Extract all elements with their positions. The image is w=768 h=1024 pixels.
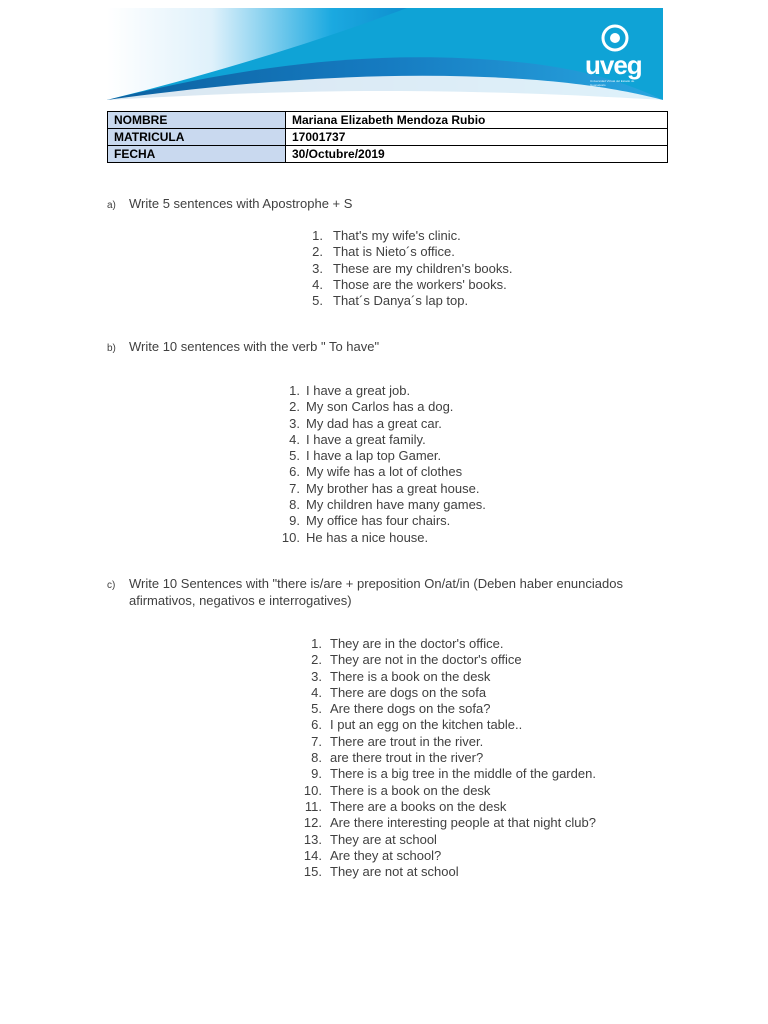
list-item xyxy=(302,701,596,717)
header-banner xyxy=(107,8,663,100)
list-item-text: Are there interesting people at that night club? xyxy=(330,815,596,831)
list-item-text: Those are the workers' books. xyxy=(333,276,507,292)
list-item xyxy=(302,766,596,782)
list-item xyxy=(302,669,596,685)
list-item xyxy=(302,636,596,652)
list-item-number: 2. xyxy=(289,399,300,415)
list-item-text: They are not in the doctor's office xyxy=(330,652,522,668)
list-item-text: He has a nice house. xyxy=(306,529,429,545)
list-item xyxy=(302,815,596,831)
section-c-prompt xyxy=(107,576,623,594)
section-prompt-text: Write 10 Sentences with "there is/are + preposition On/at/in (Deben haber enunciados xyxy=(129,576,623,591)
info-value: Mariana Elizabeth Mendoza Rubio xyxy=(286,112,668,129)
list-item xyxy=(302,799,596,815)
list-item-number: 13. xyxy=(303,831,322,847)
section-prompt-text: Write 10 sentences with the verb " To have" xyxy=(129,339,380,354)
list-item xyxy=(302,783,596,799)
info-label: NOMBRE xyxy=(108,112,286,129)
list-item-number: 4. xyxy=(311,684,322,700)
list-item xyxy=(305,244,513,260)
logo-text: uveg xyxy=(585,50,642,80)
list-item-number: 7. xyxy=(289,480,300,496)
list-item-number: 10. xyxy=(303,782,322,798)
list-item-text: They are in the doctor's office. xyxy=(330,636,504,651)
list-item-number: 9. xyxy=(289,513,300,529)
list-item-text: I have a great family. xyxy=(306,431,426,447)
list-item xyxy=(280,497,486,513)
list-item-number: 5. xyxy=(289,448,300,464)
list-item xyxy=(302,734,596,750)
list-item-number: 6. xyxy=(289,464,300,480)
list-item-number: 1. xyxy=(312,228,323,243)
list-item xyxy=(302,685,596,701)
list-item-text: My office has four chairs. xyxy=(306,513,451,529)
list-item-text: are there trout in the river? xyxy=(330,750,484,766)
list-item-text: That is Nieto´s office. xyxy=(333,244,455,260)
list-item xyxy=(305,293,513,309)
list-item xyxy=(302,652,596,668)
list-item xyxy=(302,864,596,880)
list-item-text: They are not at school xyxy=(330,864,459,880)
list-item-number: 1. xyxy=(289,383,300,398)
list-item-number: 2. xyxy=(312,244,323,260)
list-item xyxy=(305,261,513,277)
list-item-text: Are there dogs on the sofa? xyxy=(330,701,491,717)
section-letter: b) xyxy=(107,343,116,354)
info-label: MATRICULA xyxy=(108,129,286,146)
list-item-number: 5. xyxy=(311,701,322,717)
info-value: 30/Octubre/2019 xyxy=(286,146,668,163)
list-item xyxy=(280,481,486,497)
list-item-number: 2. xyxy=(311,652,322,668)
list-item-text: There are dogs on the sofa xyxy=(330,684,487,700)
section-a-answers xyxy=(305,228,513,309)
list-item-number: 14. xyxy=(303,847,322,863)
list-item-number: 5. xyxy=(312,293,323,309)
list-item-text: My dad has a great car. xyxy=(306,415,442,431)
list-item xyxy=(280,383,486,399)
section-c-answers xyxy=(302,636,596,880)
list-item-number: 9. xyxy=(311,766,322,782)
section-letter: c) xyxy=(107,580,116,591)
list-item xyxy=(280,513,486,529)
list-item-number: 4. xyxy=(312,276,323,292)
list-item-number: 1. xyxy=(311,636,322,651)
list-item xyxy=(280,399,486,415)
list-item-number: 3. xyxy=(312,260,323,276)
list-item-text: There are trout in the river. xyxy=(330,733,484,749)
list-item xyxy=(280,432,486,448)
list-item xyxy=(280,464,486,480)
list-item-number: 3. xyxy=(311,668,322,684)
list-item-number: 8. xyxy=(311,750,322,766)
info-row-matricula xyxy=(108,129,668,146)
list-item xyxy=(302,832,596,848)
list-item-text: There is a big tree in the middle of the garden. xyxy=(330,766,596,782)
list-item-text: There is a book on the desk xyxy=(330,668,491,684)
list-item xyxy=(305,277,513,293)
list-item-text: I have a lap top Gamer. xyxy=(306,448,442,464)
list-item-number: 10. xyxy=(281,529,300,545)
section-a-prompt xyxy=(107,196,352,214)
list-item-number: 6. xyxy=(311,717,322,733)
list-item-number: 8. xyxy=(289,497,300,513)
list-item-number: 4. xyxy=(289,431,300,447)
list-item-number: 11. xyxy=(304,798,322,814)
list-item-text: These are my children's books. xyxy=(333,260,513,276)
list-item-number: 3. xyxy=(289,415,300,431)
section-prompt-text: Write 5 sentences with Apostrophe + S xyxy=(129,196,353,211)
list-item-text: That´s Danya´s lap top. xyxy=(333,293,469,309)
list-item xyxy=(305,228,513,244)
logo-tagline: Universidad Virtual del Estado de Guanajuato xyxy=(590,79,635,87)
list-item xyxy=(302,750,596,766)
list-item xyxy=(280,448,486,464)
list-item-text: There are a books on the desk xyxy=(330,798,507,814)
list-item-number: 12. xyxy=(303,815,322,831)
list-item-text: Are they at school? xyxy=(330,847,442,863)
list-item xyxy=(280,416,486,432)
list-item-text: There is a book on the desk xyxy=(330,782,491,798)
info-row-nombre xyxy=(108,112,668,129)
list-item-number: 15. xyxy=(303,864,322,880)
list-item xyxy=(280,530,486,546)
list-item-text: My brother has a great house. xyxy=(306,480,480,496)
list-item-text: My son Carlos has a dog. xyxy=(306,399,454,415)
list-item-number: 7. xyxy=(311,733,322,749)
info-label: FECHA xyxy=(108,146,286,163)
list-item-text: My children have many games. xyxy=(306,497,486,513)
student-info-table xyxy=(107,111,668,163)
section-b-prompt xyxy=(107,339,379,357)
list-item-text: I have a great job. xyxy=(306,383,411,398)
section-c-prompt-line2: afirmativos, negativos e interrogatives) xyxy=(129,593,352,608)
section-b-answers xyxy=(280,383,486,546)
list-item-text: They are at school xyxy=(330,831,437,847)
info-row-fecha xyxy=(108,146,668,163)
list-item xyxy=(302,848,596,864)
info-value: 17001737 xyxy=(286,129,668,146)
list-item-text: That's my wife's clinic. xyxy=(333,228,461,243)
list-item xyxy=(302,717,596,733)
list-item-text: My wife has a lot of clothes xyxy=(306,464,463,480)
section-letter: a) xyxy=(107,200,116,211)
list-item-text: I put an egg on the kitchen table.. xyxy=(330,717,523,733)
